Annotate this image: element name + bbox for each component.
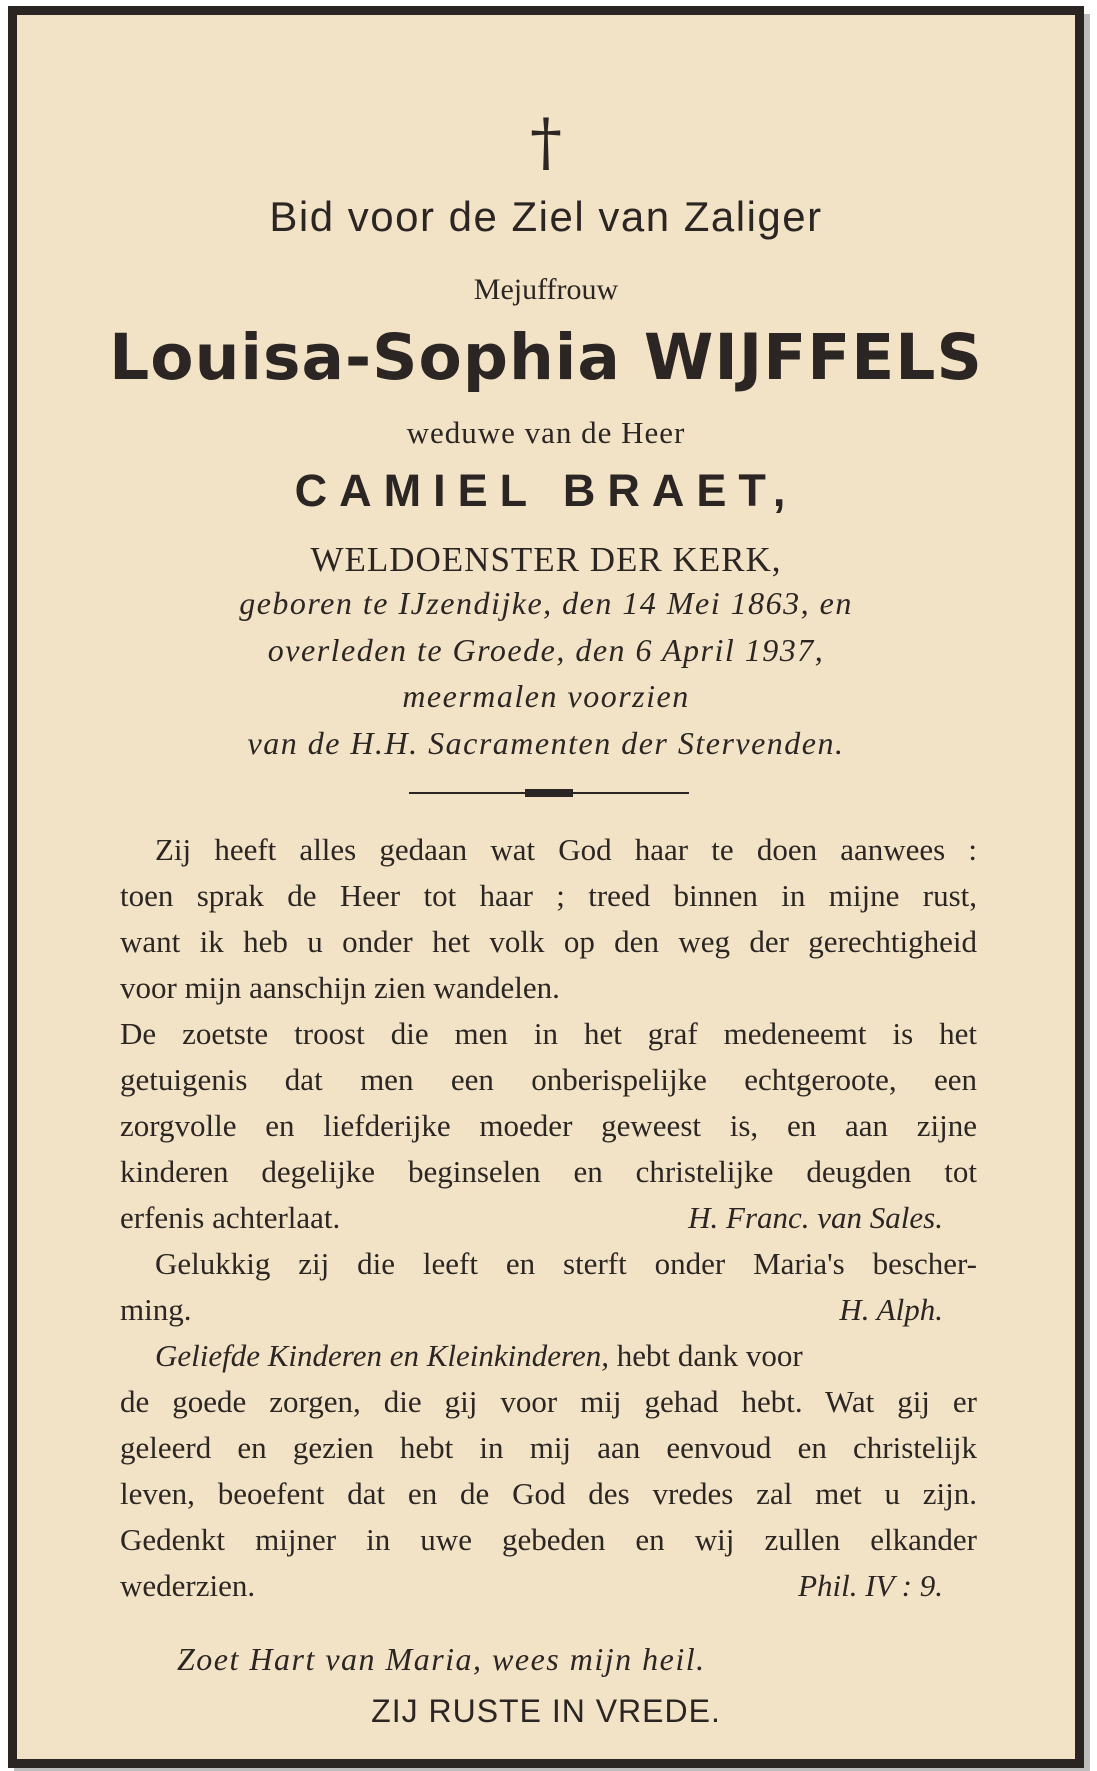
- text-line-with-citation: [120, 1563, 977, 1609]
- text-fragment: hebt dank voor: [608, 1338, 803, 1373]
- ornamental-divider: [409, 788, 689, 798]
- text-line: toen sprak de Heer tot haar ; treed binnen in mijne rust,: [120, 878, 977, 913]
- citation-philippians: Phil. IV : 9.: [798, 1568, 943, 1603]
- text-line: kinderen degelijke beginselen en christelijke deugden tot: [120, 1154, 977, 1189]
- prayer-heading: Bid voor de Ziel van Zaliger: [269, 193, 823, 240]
- invocation-line: Zoet Hart van Maria, wees mijn heil.: [177, 1641, 706, 1677]
- memorial-card: [8, 6, 1084, 1768]
- text-line: Gelukkig zij die leeft en sterft onder Maria's bescher-: [155, 1246, 977, 1281]
- text-line: Gedenkt mijner in uwe gebeden en wij zullen elkander: [120, 1522, 977, 1557]
- text-line-with-citation: [120, 1195, 977, 1241]
- death-line: overleden te Groede, den 6 April 1937,: [267, 632, 825, 668]
- cross-icon: †: [530, 106, 562, 180]
- divider-line-right: [573, 792, 689, 794]
- rest-in-peace: ZIJ RUSTE IN VREDE.: [371, 1693, 721, 1729]
- text-line: leven, beoefent dat en de God des vredes zal met u zijn.: [120, 1476, 977, 1511]
- citation-francis-de-sales: H. Franc. van Sales.: [688, 1200, 943, 1235]
- birth-line: geboren te IJzendijke, den 14 Mei 1863, en: [239, 585, 853, 621]
- text-line: Zij heeft alles gedaan wat God haar te doen aanwees :: [155, 832, 977, 867]
- text-line: geleerd en gezien hebt in mij aan eenvoud en christelijk: [120, 1430, 977, 1465]
- paragraph-2: [120, 1011, 977, 1241]
- text-line: getuigenis dat men een onberispelijke echtgeroote, een: [120, 1062, 977, 1097]
- text-line: De zoetste troost die men in het graf medeneemt is het: [120, 1016, 977, 1051]
- provided-line: meermalen voorzien: [402, 678, 690, 714]
- paragraph-1: [120, 827, 977, 1011]
- deceased-name: Louisa-Sophia WIJFFELS: [109, 321, 983, 394]
- text-line: de goede zorgen, die gij voor mij gehad hebt. Wat gij er: [120, 1384, 977, 1419]
- sacraments-line: van de H.H. Sacramenten der Stervenden.: [247, 725, 845, 761]
- divider-ornament: [525, 789, 573, 797]
- text-line: [120, 1333, 977, 1379]
- role-line: WELDOENSTER DER KERK,: [310, 540, 782, 579]
- text-line-with-citation: [120, 1287, 977, 1333]
- divider-line-left: [409, 792, 525, 794]
- text-line: voor mijn aanschijn zien wandelen.: [120, 970, 560, 1005]
- text-fragment: wederzien.: [120, 1568, 256, 1603]
- husband-name: CAMIEL BRAET,: [294, 465, 798, 516]
- text-fragment: erfenis achterlaat.: [120, 1200, 341, 1235]
- citation-alphonsus: H. Alph.: [839, 1292, 943, 1327]
- text-line: zorgvolle en liefderijke moeder geweest is, en aan zijne: [120, 1108, 977, 1143]
- paragraph-4: [120, 1333, 977, 1609]
- paragraph-3: [120, 1241, 977, 1333]
- address-children: Geliefde Kinderen en Kleinkinderen,: [155, 1338, 609, 1373]
- text-fragment: ming.: [120, 1292, 192, 1327]
- text-line: want ik heb u onder het volk op den weg der gerechtigheid: [120, 924, 977, 959]
- title-line: Mejuffrouw: [473, 273, 619, 306]
- widow-of-line: weduwe van de Heer: [406, 415, 686, 450]
